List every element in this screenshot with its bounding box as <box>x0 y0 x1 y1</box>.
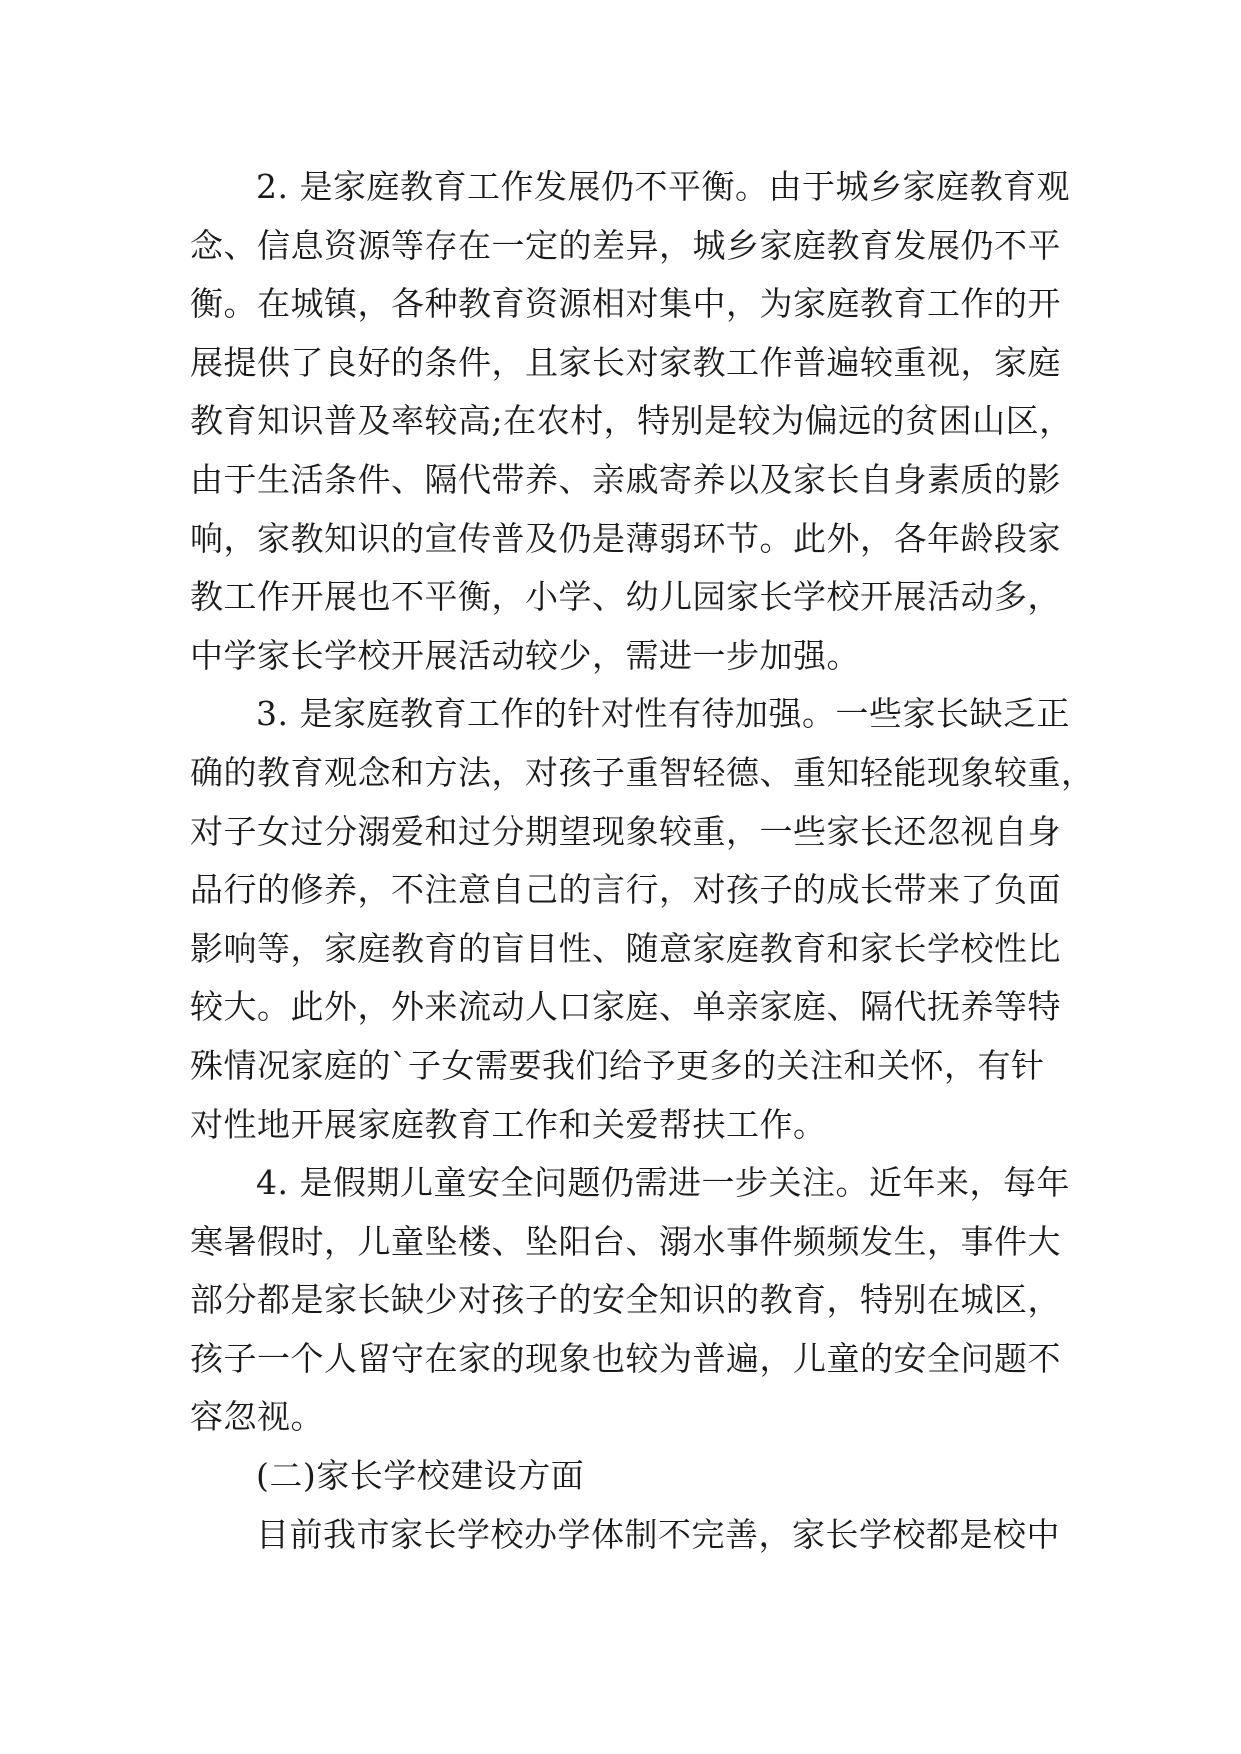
section-heading: (二)家长学校建设方面 <box>256 1456 585 1496</box>
text-line: 2. 是家庭教育工作发展仍不平衡。由于城乡家庭教育观 <box>256 167 1070 206</box>
text-line: 容忽视。 <box>190 1397 324 1437</box>
text-line: 对子女过分溺爱和过分期望现象较重，一些家长还忽视自身 <box>190 811 1061 851</box>
text-line: 品行的修养，不注意自己的言行，对孩子的成长带来了负面 <box>190 870 1061 910</box>
text-line: 影响等，家庭教育的盲目性、随意家庭教育和家长学校性比 <box>190 928 1061 968</box>
text-line: 衡。在城镇，各种教育资源相对集中，为家庭教育工作的开 <box>190 284 1061 324</box>
text-line: 孩子一个人留守在家的现象也较为普遍，儿童的安全问题不 <box>190 1338 1061 1378</box>
text-line: 4. 是假期儿童安全问题仍需进一步关注。近年来，每年 <box>256 1163 1070 1203</box>
text-line: 确的教育观念和方法，对孩子重智轻德、重知轻能现象较重， <box>190 752 1095 792</box>
text-line: 念、信息资源等存在一定的差异，城乡家庭教育发展仍不平 <box>190 225 1061 265</box>
text-line: 响，家教知识的宣传普及仍是薄弱环节。此外，各年龄段家 <box>190 518 1061 558</box>
text-line: 3. 是家庭教育工作的针对性有待加强。一些家长缺乏正 <box>256 694 1070 734</box>
document-body <box>190 158 1095 1564</box>
text-line: 对性地开展家庭教育工作和关爱帮扶工作。 <box>190 1104 827 1144</box>
text-line: 较大。此外，外来流动人口家庭、单亲家庭、隔代抚养等特 <box>190 987 1061 1027</box>
text-line: 殊情况家庭的`子女需要我们给予更多的关注和关怀，有针 <box>190 1045 1045 1085</box>
text-line: 由于生活条件、隔代带养、亲戚寄养以及家长自身素质的影 <box>190 459 1061 499</box>
text-line: 教工作开展也不平衡，小学、幼儿园家长学校开展活动多， <box>190 577 1061 617</box>
text-line: 中学家长学校开展活动较少，需进一步加强。 <box>190 635 860 675</box>
text-line: 寒暑假时，儿童坠楼、坠阳台、溺水事件频频发生，事件大 <box>190 1221 1061 1261</box>
text-line: 教育知识普及率较高;在农村，特别是较为偏远的贫困山区， <box>190 401 1073 441</box>
text-line: 目前我市家长学校办学体制不完善，家长学校都是校中 <box>256 1514 1060 1554</box>
text-line: 部分都是家长缺少对孩子的安全知识的教育，特别在城区， <box>190 1280 1061 1320</box>
text-line: 展提供了良好的条件，且家长对家教工作普遍较重视，家庭 <box>190 342 1061 382</box>
